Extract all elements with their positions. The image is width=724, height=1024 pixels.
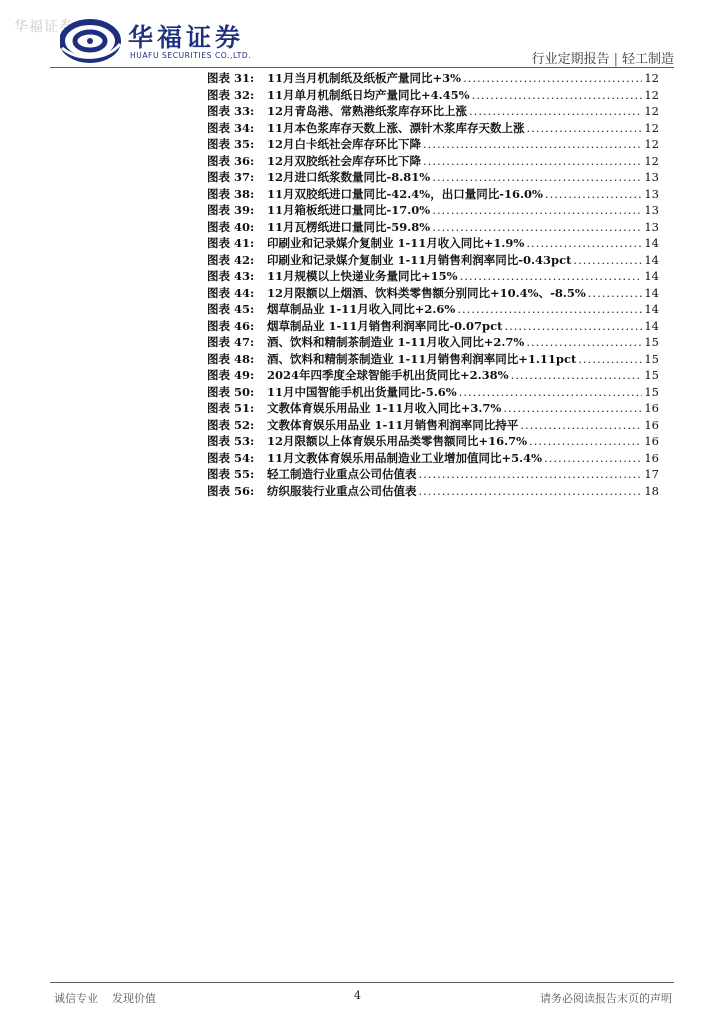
toc-entry-label: 图表 31: bbox=[207, 71, 255, 85]
toc-entry-label: 图表 48: bbox=[207, 351, 255, 366]
toc-leader-dots bbox=[419, 467, 643, 481]
toc-entry-title: 12月进口纸浆数量同比-8.81% bbox=[267, 170, 431, 184]
toc-entry[interactable] bbox=[207, 367, 659, 384]
toc-leader-dots bbox=[469, 104, 642, 118]
toc-entry-title: 印刷业和记录媒介复制业 1-11月收入同比+1.9% bbox=[267, 236, 525, 250]
toc-leader-dots bbox=[503, 401, 642, 415]
toc-entry-title: 11月双胶纸进口量同比-42.4%，出口量同比-16.0% bbox=[267, 186, 543, 201]
toc-entry[interactable] bbox=[207, 384, 659, 401]
toc-entry-title: 印刷业和记录媒介复制业 1-11月销售利润率同比-0.43pct bbox=[267, 252, 572, 267]
toc-entry-label: 图表 37: bbox=[207, 170, 255, 184]
toc-entry-page: 14 bbox=[644, 318, 659, 333]
footer-disclaimer: 请务必阅读报告末页的声明 bbox=[540, 992, 672, 1005]
toc-leader-dots bbox=[527, 121, 643, 135]
toc-entry[interactable] bbox=[207, 153, 659, 170]
toc-leader-dots bbox=[463, 71, 642, 85]
toc-entry-page: 14 bbox=[644, 302, 659, 316]
toc-entry[interactable] bbox=[207, 466, 659, 483]
toc-entry-title: 11月当月机制纸及纸板产量同比+3% bbox=[267, 71, 462, 85]
toc-entry-page: 16 bbox=[644, 434, 659, 448]
toc-entry-title: 酒、饮料和精制茶制造业 1-11月收入同比+2.7% bbox=[267, 335, 525, 349]
toc-entry-title: 12月双胶纸社会库存环比下降 bbox=[267, 153, 422, 168]
toc-entry-page: 17 bbox=[644, 467, 659, 481]
toc-entry-page: 18 bbox=[644, 483, 659, 498]
footer-divider bbox=[50, 982, 674, 983]
toc-entry-label: 图表 38: bbox=[207, 186, 255, 201]
report-type: 行业定期报告 bbox=[531, 52, 610, 67]
toc-entry-label: 图表 52: bbox=[207, 417, 255, 432]
toc-entry[interactable] bbox=[207, 417, 659, 434]
toc-entry-title: 轻工制造行业重点公司估值表 bbox=[267, 467, 417, 481]
toc-entry-page: 16 bbox=[644, 401, 659, 415]
toc-leader-dots bbox=[472, 88, 643, 102]
toc-entry-title: 12月青岛港、常熟港纸浆库存环比上涨 bbox=[267, 104, 468, 118]
toc-entry-page: 14 bbox=[644, 236, 659, 250]
toc-entry-page: 12 bbox=[644, 137, 659, 151]
toc-entry[interactable] bbox=[207, 103, 659, 120]
toc-entry-label: 图表 45: bbox=[207, 302, 255, 316]
toc-entry-label: 图表 55: bbox=[207, 467, 255, 481]
toc-leader-dots bbox=[544, 451, 642, 465]
toc-entry-label: 图表 49: bbox=[207, 368, 255, 382]
toc-entry-page: 12 bbox=[644, 71, 659, 85]
toc-leader-dots bbox=[573, 253, 642, 267]
toc-entry-label: 图表 51: bbox=[207, 401, 255, 415]
toc-entry-title: 11月规模以上快递业务量同比+15% bbox=[267, 269, 458, 283]
toc-entry[interactable] bbox=[207, 351, 659, 368]
toc-entry-page: 13 bbox=[644, 203, 659, 217]
toc-entry-title: 11月中国智能手机出货量同比-5.6% bbox=[267, 384, 457, 399]
toc-entry-page: 14 bbox=[644, 252, 659, 267]
logo-chinese-name: 华福证券 bbox=[128, 23, 245, 52]
toc-entry-title: 烟草制品业 1-11月收入同比+2.6% bbox=[267, 302, 456, 316]
toc-entry-label: 图表 34: bbox=[207, 120, 255, 135]
toc-leader-dots bbox=[526, 236, 642, 250]
toc-entry-label: 图表 56: bbox=[207, 483, 255, 498]
toc-entry-label: 图表 42: bbox=[207, 252, 255, 267]
toc-entry[interactable] bbox=[207, 450, 659, 467]
toc-entry[interactable] bbox=[207, 202, 659, 219]
toc-leader-dots bbox=[529, 434, 642, 448]
toc-entry-title: 纺织服装行业重点公司估值表 bbox=[267, 483, 417, 498]
toc-entry[interactable] bbox=[207, 219, 659, 236]
toc-leader-dots bbox=[457, 302, 642, 316]
toc-entry-label: 图表 46: bbox=[207, 318, 255, 333]
toc-leader-dots bbox=[432, 203, 642, 217]
toc-entry-label: 图表 54: bbox=[207, 450, 255, 465]
toc-entry-label: 图表 39: bbox=[207, 203, 255, 217]
toc-entry[interactable] bbox=[207, 235, 659, 252]
toc-entry[interactable] bbox=[207, 169, 659, 186]
toc-entry-page: 14 bbox=[644, 285, 659, 300]
toc-entry-page: 12 bbox=[644, 120, 659, 135]
toc-entry[interactable] bbox=[207, 120, 659, 137]
toc-entry-label: 图表 41: bbox=[207, 236, 255, 250]
toc-entry-page: 16 bbox=[644, 450, 659, 465]
toc-leader-dots bbox=[460, 269, 643, 283]
toc-entry-label: 图表 33: bbox=[207, 104, 255, 118]
toc-leader-dots bbox=[545, 187, 642, 201]
toc-leader-dots bbox=[432, 220, 642, 234]
toc-leader-dots bbox=[432, 170, 642, 184]
toc-entry-page: 15 bbox=[644, 368, 659, 382]
logo-english-name: HUAFU SECURITIES CO.,LTD. bbox=[130, 51, 252, 60]
toc-entry[interactable] bbox=[207, 318, 659, 335]
toc-entry-label: 图表 50: bbox=[207, 384, 255, 399]
toc-entry-page: 12 bbox=[644, 104, 659, 118]
toc-entry-label: 图表 43: bbox=[207, 269, 255, 283]
header-meta bbox=[532, 48, 674, 67]
toc-leader-dots bbox=[423, 137, 642, 151]
toc-leader-dots bbox=[419, 484, 643, 498]
toc-entry[interactable] bbox=[207, 285, 659, 302]
toc-entry-page: 13 bbox=[644, 186, 659, 201]
toc-entry[interactable] bbox=[207, 252, 659, 269]
toc-leader-dots bbox=[588, 286, 643, 300]
toc-entry-label: 图表 53: bbox=[207, 434, 255, 448]
toc-entry[interactable] bbox=[207, 334, 659, 351]
toc-entry-title: 12月限额以上体育娱乐用品类零售额同比+16.7% bbox=[267, 434, 528, 448]
toc-entry-title: 文教体育娱乐用品业 1-11月收入同比+3.7% bbox=[267, 401, 502, 415]
logo-swirl-icon bbox=[60, 18, 124, 64]
footer-slogan bbox=[54, 990, 156, 1006]
toc-entry[interactable] bbox=[207, 400, 659, 417]
toc-entry[interactable] bbox=[207, 87, 659, 104]
toc-entry-title: 文教体育娱乐用品业 1-11月销售利润率同比持平 bbox=[267, 417, 519, 432]
toc-entry-title: 11月单月机制纸日均产量同比+4.45% bbox=[267, 87, 470, 102]
toc-entry-title: 2024年四季度全球智能手机出货同比+2.38% bbox=[267, 368, 509, 382]
toc-leader-dots bbox=[459, 385, 643, 399]
toc-entry-title: 11月本色浆库存天数上涨、漂针木浆库存天数上涨 bbox=[267, 120, 525, 135]
toc-leader-dots bbox=[423, 154, 642, 168]
toc-entry-page: 15 bbox=[644, 384, 659, 399]
toc-entry-page: 13 bbox=[644, 219, 659, 234]
report-sector: 轻工制造 bbox=[621, 52, 674, 67]
page-number: 4 bbox=[354, 989, 361, 1002]
toc-entry-page: 12 bbox=[644, 87, 659, 102]
company-logo bbox=[60, 18, 270, 68]
toc-entry-label: 图表 40: bbox=[207, 219, 255, 234]
table-of-figures bbox=[207, 70, 659, 499]
toc-entry-page: 12 bbox=[644, 153, 659, 168]
toc-entry[interactable] bbox=[207, 268, 659, 285]
toc-entry-title: 11月箱板纸进口量同比-17.0% bbox=[267, 203, 431, 217]
toc-entry[interactable] bbox=[207, 483, 659, 500]
toc-entry-page: 16 bbox=[644, 417, 659, 432]
toc-entry[interactable] bbox=[207, 433, 659, 450]
toc-entry-page: 13 bbox=[644, 170, 659, 184]
toc-entry-title: 酒、饮料和精制茶制造业 1-11月销售利润率同比+1.11pct bbox=[267, 351, 577, 366]
toc-entry-title: 11月文教体育娱乐用品制造业工业增加值同比+5.4% bbox=[267, 450, 543, 465]
toc-entry-title: 12月白卡纸社会库存环比下降 bbox=[267, 137, 422, 151]
toc-leader-dots bbox=[526, 335, 642, 349]
toc-entry[interactable] bbox=[207, 136, 659, 153]
toc-entry-page: 15 bbox=[644, 351, 659, 366]
toc-entry[interactable] bbox=[207, 70, 659, 87]
toc-entry-title: 烟草制品业 1-11月销售利润率同比-0.07pct bbox=[267, 318, 503, 333]
toc-entry-title: 12月限额以上烟酒、饮料类零售额分别同比+10.4%、-8.5% bbox=[267, 285, 586, 300]
toc-entry-title: 11月瓦楞纸进口量同比-59.8% bbox=[267, 219, 431, 234]
toc-entry-label: 图表 35: bbox=[207, 137, 255, 151]
toc-entry-page: 14 bbox=[644, 269, 659, 283]
footer-slogan-1: 诚信专业 bbox=[54, 992, 98, 1005]
watermark: 华福证券 bbox=[14, 19, 74, 35]
toc-leader-dots bbox=[511, 368, 643, 382]
footer-slogan-2: 发现价值 bbox=[112, 992, 156, 1005]
toc-entry[interactable] bbox=[207, 301, 659, 318]
header-divider bbox=[50, 67, 674, 68]
toc-entry-label: 图表 32: bbox=[207, 87, 255, 102]
toc-leader-dots bbox=[578, 352, 642, 366]
toc-entry-label: 图表 36: bbox=[207, 153, 255, 168]
toc-leader-dots bbox=[520, 418, 642, 432]
toc-leader-dots bbox=[504, 319, 642, 333]
toc-entry[interactable] bbox=[207, 186, 659, 203]
toc-entry-label: 图表 47: bbox=[207, 335, 255, 349]
toc-entry-page: 15 bbox=[644, 335, 659, 349]
toc-entry-label: 图表 44: bbox=[207, 285, 255, 300]
header-separator: | bbox=[613, 52, 618, 67]
